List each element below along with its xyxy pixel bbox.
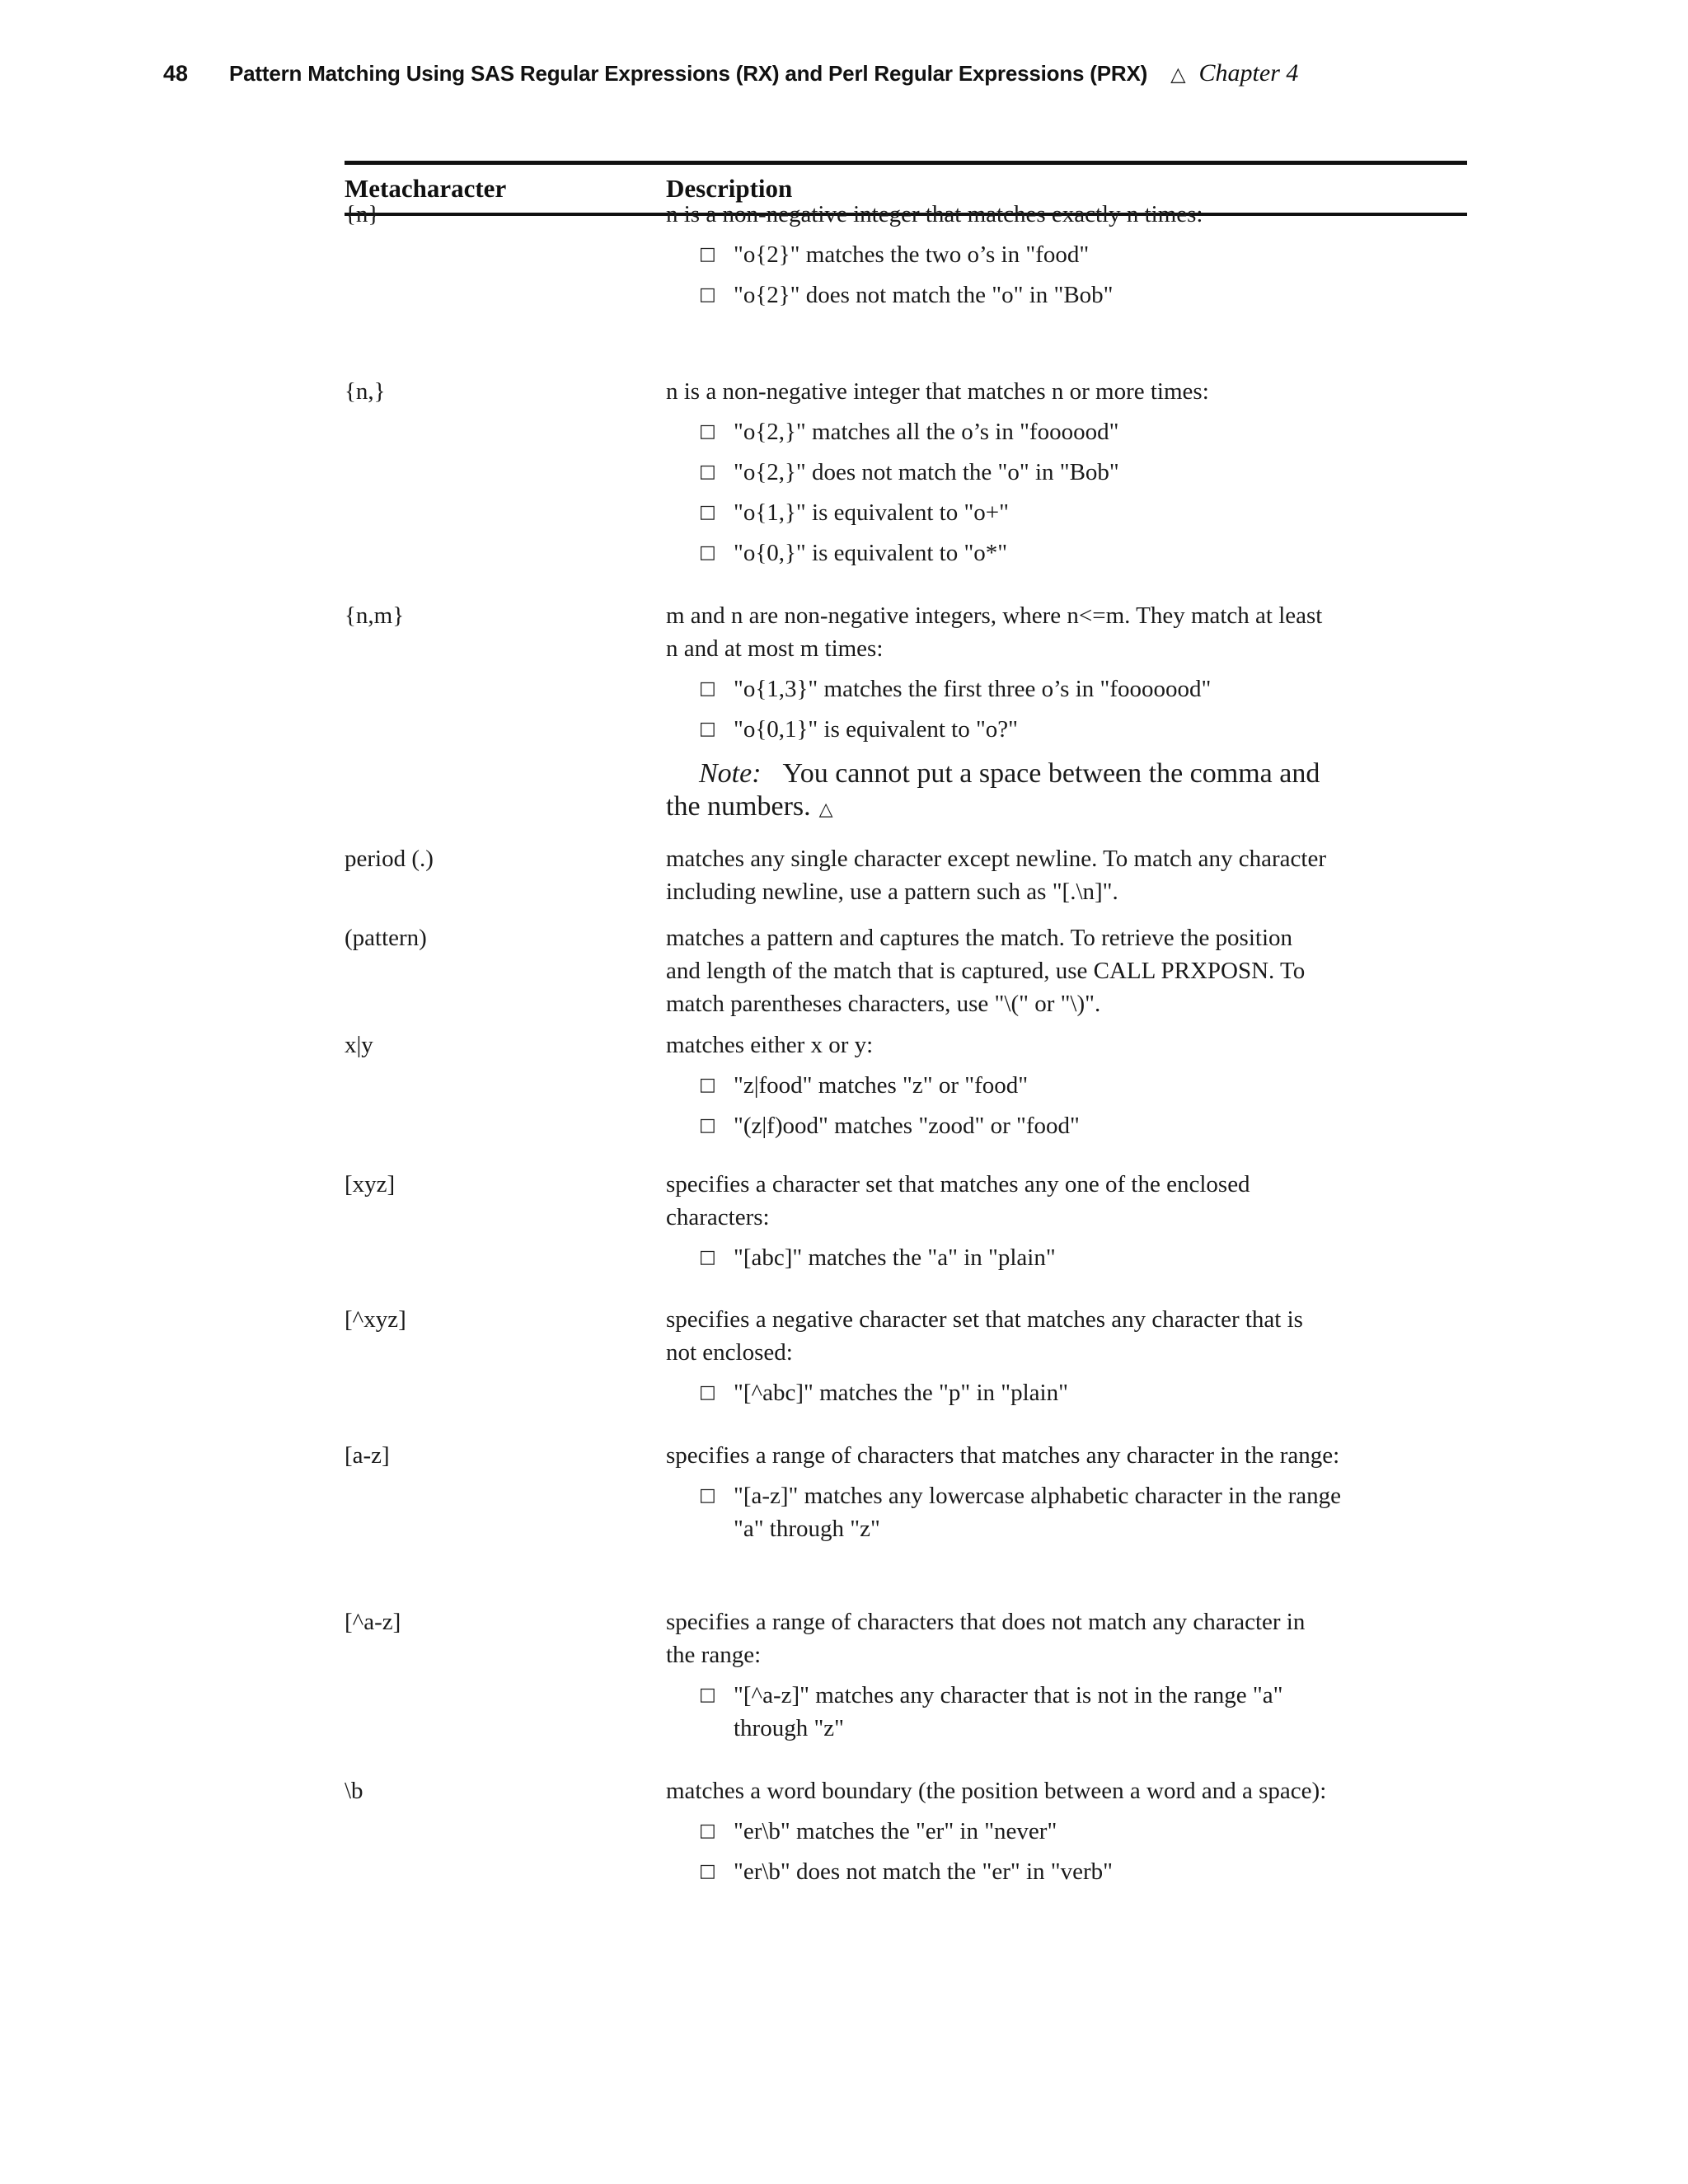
description-line: m and n are non-negative integers, where n<=m. They match at least	[666, 602, 1323, 629]
table-row	[345, 1303, 1467, 1409]
checkbox-square-icon: □	[699, 1485, 716, 1506]
example-text: "(z|f)ood" matches "zood" or "food"	[734, 1113, 1080, 1139]
metacharacter-cell: [a-z]	[345, 1442, 390, 1469]
example-text: "er\b" matches the "er" in "never"	[734, 1818, 1057, 1844]
description-line: n is a non-negative integer that matches exactly n times:	[666, 201, 1203, 227]
column-header-metacharacter: Metacharacter	[345, 174, 507, 203]
triangle-icon: △	[818, 799, 833, 820]
metacharacter-cell: x|y	[345, 1032, 373, 1058]
metacharacter-cell: [^a-z]	[345, 1609, 401, 1635]
example-text: "o{1,3}" matches the first three o’s in "fooooood"	[734, 676, 1212, 702]
metacharacter-cell: [xyz]	[345, 1171, 396, 1197]
checkbox-square-icon: □	[699, 1821, 716, 1841]
example-text: "a" through "z"	[734, 1516, 880, 1542]
example-bullet	[699, 537, 1432, 569]
description-cell	[666, 375, 1432, 569]
description-line: matches either x or y:	[666, 1032, 874, 1058]
checkbox-square-icon: □	[699, 1382, 716, 1403]
table-row	[345, 375, 1467, 569]
metacharacter-cell: {n,m}	[345, 602, 405, 629]
checkbox-square-icon: □	[699, 678, 716, 699]
checkbox-square-icon: □	[699, 284, 716, 305]
example-text: "o{0,1}" is equivalent to "o?"	[734, 716, 1018, 743]
example-text: "o{2}" matches the two o’s in "food"	[734, 241, 1090, 268]
metacharacter-cell: {n,}	[345, 378, 386, 405]
note-text: You cannot put a space between the comma and	[782, 758, 1320, 789]
example-text: "z|food" matches "z" or "food"	[734, 1072, 1029, 1099]
table-row	[345, 1439, 1467, 1545]
example-text: "o{2,}" matches all the o’s in "foooood"	[734, 419, 1119, 445]
example-text: "[abc]" matches the "a" in "plain"	[734, 1244, 1056, 1271]
description-cell	[666, 1029, 1432, 1142]
example-bullet	[699, 238, 1432, 271]
checkbox-square-icon: □	[699, 719, 716, 739]
example-bullet	[699, 1855, 1432, 1888]
example-text: "[^a-z]" matches any character that is not in the range "a"	[734, 1682, 1283, 1708]
example-bullet	[699, 1479, 1432, 1545]
description-line: and length of the match that is captured, use CALL PRXPOSN. To	[666, 958, 1306, 984]
page-number: 48	[163, 61, 189, 86]
example-text: "[^abc]" matches the "p" in "plain"	[734, 1380, 1068, 1406]
description-cell	[666, 1168, 1432, 1274]
example-text: "o{2,}" does not match the "o" in "Bob"	[734, 459, 1119, 485]
metacharacter-cell: [^xyz]	[345, 1306, 406, 1333]
example-text: through "z"	[734, 1715, 845, 1741]
example-bullet	[699, 1069, 1432, 1102]
description-cell	[666, 599, 1432, 827]
example-bullet	[699, 713, 1432, 746]
example-bullet	[699, 456, 1432, 489]
description-cell	[666, 921, 1432, 1020]
note-text: the numbers.	[666, 791, 811, 822]
description-cell	[666, 1439, 1432, 1545]
description-line: n is a non-negative integer that matches n or more times:	[666, 378, 1209, 405]
example-text: "o{0,}" is equivalent to "o*"	[734, 540, 1008, 566]
description-line: the range:	[666, 1642, 762, 1668]
example-bullet	[699, 673, 1432, 705]
description-line: matches a word boundary (the position between a word and a space):	[666, 1778, 1327, 1804]
metacharacter-cell: \b	[345, 1778, 363, 1804]
running-head-title: Pattern Matching Using SAS Regular Expressions (RX) and Perl Regular Expressions (PRX)	[229, 61, 1148, 86]
description-line: match parentheses characters, use "\(" or "\)".	[666, 991, 1101, 1017]
note-label: Note:	[699, 758, 762, 789]
description-line: characters:	[666, 1204, 770, 1230]
description-line: matches any single character except newline. To match any character	[666, 846, 1326, 872]
table-row	[345, 1605, 1467, 1745]
checkbox-square-icon: □	[699, 1861, 716, 1882]
description-cell	[666, 1303, 1432, 1409]
description-line: including newline, use a pattern such as "[.\n]".	[666, 879, 1118, 905]
description-line: specifies a character set that matches any one of the enclosed	[666, 1171, 1250, 1197]
example-text: "[a-z]" matches any lowercase alphabetic character in the range	[734, 1483, 1341, 1509]
description-line: specifies a range of characters that does not match any character in	[666, 1609, 1306, 1635]
example-text: "o{2}" does not match the "o" in "Bob"	[734, 282, 1114, 308]
checkbox-square-icon: □	[699, 462, 716, 482]
example-bullet	[699, 1376, 1432, 1409]
table-row	[345, 1168, 1467, 1274]
example-bullet	[699, 279, 1432, 312]
description-line: not enclosed:	[666, 1339, 793, 1366]
checkbox-square-icon: □	[699, 542, 716, 563]
column-header-description: Description	[666, 174, 793, 203]
table-row	[345, 198, 1467, 312]
description-line: specifies a range of characters that matches any character in the range:	[666, 1442, 1340, 1469]
running-head	[163, 59, 1298, 87]
description-line: specifies a negative character set that matches any character that is	[666, 1306, 1303, 1333]
metacharacter-table	[345, 161, 1467, 1885]
example-bullet	[699, 1241, 1432, 1274]
table-row	[345, 842, 1467, 908]
description-line: matches a pattern and captures the match. To retrieve the position	[666, 925, 1293, 951]
note-block	[666, 757, 1432, 827]
example-text: "er\b" does not match the "er" in "verb"	[734, 1858, 1113, 1885]
checkbox-square-icon: □	[699, 1247, 716, 1268]
triangle-icon: △	[1170, 63, 1186, 86]
metacharacter-cell: period (.)	[345, 846, 434, 872]
table-row	[345, 921, 1467, 1020]
example-bullet	[699, 1109, 1432, 1142]
checkbox-square-icon: □	[699, 421, 716, 442]
table-row	[345, 1029, 1467, 1142]
example-bullet	[699, 415, 1432, 448]
description-cell	[666, 1774, 1432, 1888]
table-row	[345, 1774, 1467, 1888]
checkbox-square-icon: □	[699, 1115, 716, 1136]
description-cell	[666, 842, 1432, 908]
checkbox-square-icon: □	[699, 502, 716, 523]
checkbox-square-icon: □	[699, 1075, 716, 1095]
checkbox-square-icon: □	[699, 1685, 716, 1705]
description-line: n and at most m times:	[666, 635, 884, 662]
metacharacter-cell: {n}	[345, 201, 380, 227]
checkbox-square-icon: □	[699, 244, 716, 265]
example-text: "o{1,}" is equivalent to "o+"	[734, 499, 1009, 526]
description-cell	[666, 198, 1432, 312]
table-row	[345, 599, 1467, 827]
metacharacter-cell: (pattern)	[345, 925, 427, 951]
chapter-label: Chapter 4	[1198, 59, 1299, 87]
description-cell	[666, 1605, 1432, 1745]
example-bullet	[699, 1815, 1432, 1848]
example-bullet	[699, 496, 1432, 529]
example-bullet	[699, 1679, 1432, 1745]
